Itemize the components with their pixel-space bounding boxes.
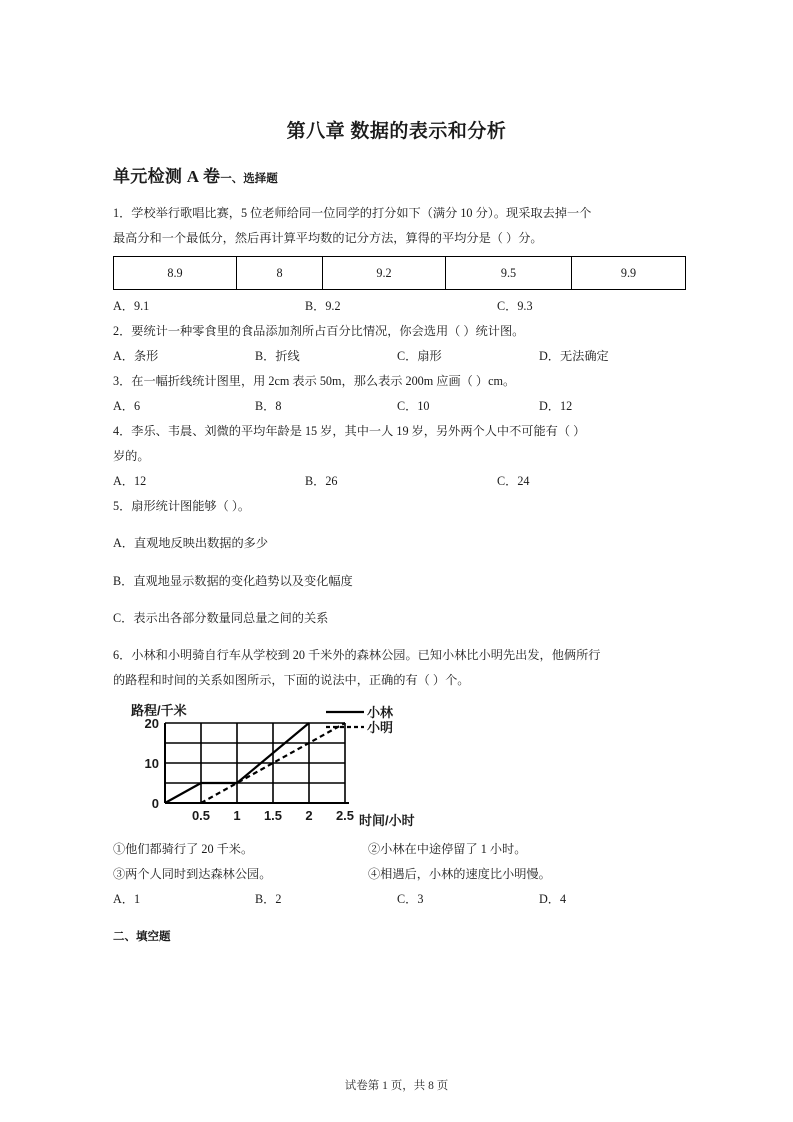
legend-label-xiaoming: 小明 xyxy=(367,720,394,736)
section-heading xyxy=(113,167,680,187)
score-table xyxy=(113,256,686,290)
score-cell: 9.5 xyxy=(446,257,572,290)
statement-4: ④相遇后，小林的速度比小明慢。 xyxy=(368,867,551,882)
chart-legend xyxy=(326,705,394,735)
score-cell: 8.9 xyxy=(114,257,237,290)
question-4-line-2: 岁的。 xyxy=(113,449,150,464)
chart-x-tick-label: 0.5 xyxy=(191,808,211,824)
option-b[interactable]: B．折线 xyxy=(255,349,300,364)
chart-x-tick-label: 1.5 xyxy=(263,808,283,824)
question-6-line-2: 的路程和时间的关系如图所示，下面的说法中，正确的有（ ）个。 xyxy=(113,673,470,688)
question-1-line-1: 1．学校举行歌唱比赛，5 位老师给同一位同学的打分如下（满分 10 分）。现采取去掉一个 xyxy=(113,206,592,221)
question-5-line-1: 5．扇形统计图能够（ ）。 xyxy=(113,499,251,514)
chart-x-tick-label: 2.5 xyxy=(335,808,355,824)
page-title: 第八章 数据的表示和分析 xyxy=(286,121,507,142)
option-d[interactable]: D．无法确定 xyxy=(539,349,609,364)
statement-3: ③两个人同时到达森林公园。 xyxy=(113,867,272,882)
paper-name: 单元检测 A 卷 xyxy=(113,166,221,186)
chart-y-tick-label: 20 xyxy=(144,716,159,732)
chart-gridlines xyxy=(165,723,345,803)
question-6-statements-row-2 xyxy=(113,862,680,887)
option-c[interactable]: C．9.3 xyxy=(497,299,533,314)
chart-y-tick-label: 0 xyxy=(151,796,159,812)
option-d[interactable]: D．12 xyxy=(539,399,573,414)
question-6-line-1: 6．小林和小明骑自行车从学校到 20 千米外的森林公园。已知小林比小明先出发，他俩所行 xyxy=(113,648,601,663)
question-1-line-2: 最高分和一个最低分，然后再计算平均数的记分方法，算得的平均分是（ ）分。 xyxy=(113,231,543,246)
option-c[interactable]: C．24 xyxy=(497,474,530,489)
question-6-options xyxy=(113,887,680,912)
question-2-line-1: 2．要统计一种零食里的食品添加剂所占百分比情况，你会选用（ ）统计图。 xyxy=(113,324,525,339)
table-row xyxy=(114,257,686,290)
question-4 xyxy=(113,419,680,494)
option-b[interactable]: B．8 xyxy=(255,399,282,414)
question-3-line-1: 3．在一幅折线统计图里，用 2cm 表示 50m，那么表示 200m 应画（ ）cm。 xyxy=(113,374,516,389)
question-6-statements-row-1 xyxy=(113,837,680,862)
option-c[interactable]: C．3 xyxy=(397,892,424,907)
question-1-options xyxy=(113,294,680,319)
option-c[interactable]: C．10 xyxy=(397,399,430,414)
statement-2: ②小林在中途停留了 1 小时。 xyxy=(368,842,527,857)
chart-y-axis-label: 路程/千米 xyxy=(131,703,187,719)
score-cell: 9.2 xyxy=(323,257,446,290)
chart-y-tick-labels xyxy=(145,716,159,811)
legend-label-xiaolin: 小林 xyxy=(367,705,394,721)
option-d[interactable]: D．4 xyxy=(539,892,567,907)
option-a[interactable]: A．1 xyxy=(113,892,141,907)
question-3 xyxy=(113,369,680,419)
statement-1: ①他们都骑行了 20 千米。 xyxy=(113,842,254,857)
chart-x-tick-labels xyxy=(192,808,354,823)
option-a[interactable]: A．条形 xyxy=(113,349,159,364)
option-c[interactable]: C．表示出各部分数量同总量之间的关系 xyxy=(113,610,329,625)
question-2 xyxy=(113,319,680,369)
score-cell: 8 xyxy=(237,257,323,290)
question-1 xyxy=(113,201,680,319)
page-footer: 试卷第 1 页，共 8 页 xyxy=(344,1080,449,1092)
chart-x-tick-label: 1 xyxy=(233,808,241,824)
option-a[interactable]: A．直观地反映出数据的多少 xyxy=(113,536,269,551)
question-4-options xyxy=(113,469,680,494)
option-c[interactable]: C．扇形 xyxy=(397,349,442,364)
question-5 xyxy=(113,494,680,631)
question-6 xyxy=(113,643,680,912)
score-cell: 9.9 xyxy=(572,257,686,290)
section-two-label: 二、填空题 xyxy=(113,931,171,944)
page-content xyxy=(113,120,680,944)
option-b[interactable]: B．26 xyxy=(305,474,338,489)
option-a[interactable]: A．9.1 xyxy=(113,299,150,314)
section-one-label: 一、选择题 xyxy=(220,172,278,185)
question-4-line-1: 4．李乐、韦晨、刘微的平均年龄是 15 岁，其中一人 19 岁，另外两个人中不可能有（ ） xyxy=(113,424,586,439)
option-b[interactable]: B．9.2 xyxy=(305,299,341,314)
question-3-options xyxy=(113,394,680,419)
chart-y-tick-label: 10 xyxy=(144,756,159,772)
chart-x-axis-label: 时间/小时 xyxy=(359,813,415,829)
question-2-options xyxy=(113,344,680,369)
option-b[interactable]: B．直观地显示数据的变化趋势以及变化幅度 xyxy=(113,573,353,588)
option-a[interactable]: A．6 xyxy=(113,399,141,414)
chart-svg xyxy=(121,703,461,831)
chart-x-tick-label: 2 xyxy=(305,808,313,824)
distance-time-line-chart xyxy=(121,703,461,831)
option-a[interactable]: A．12 xyxy=(113,474,147,489)
option-b[interactable]: B．2 xyxy=(255,892,282,907)
